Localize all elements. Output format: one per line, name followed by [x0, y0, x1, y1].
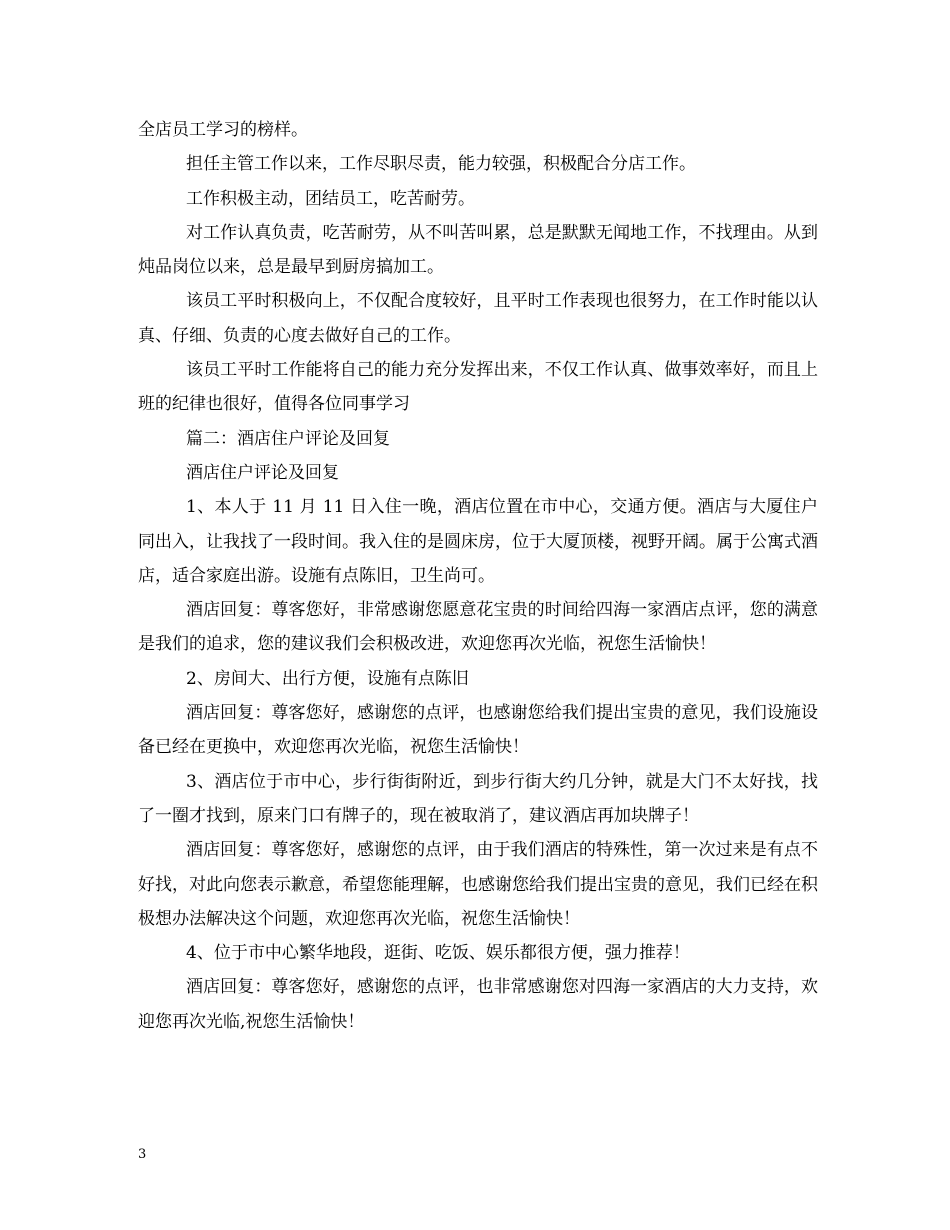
reply-1: 酒店回复：尊客您好，非常感谢您愿意花宝贵的时间给四海一家酒店点评，您的满意是我们的追求，您的建议我们会积极改进，欢迎您再次光临，祝您生活愉快！	[138, 600, 818, 655]
section-heading: 篇二：酒店住户评论及回复	[186, 428, 390, 449]
review-1: 1、本人于 11 月 11 日入住一晚，酒店位置在市中心，交通方便。酒店与大厦住户同出入，让我找了一段时间。我入住的是圆床房，位于大厦顶楼，视野开阔。属于公寓式酒店，适合家庭出游。设施有点陈旧，卫生尚可。	[138, 497, 818, 586]
review-3: 3、酒店位于市中心，步行街街附近，到步行街大约几分钟，就是大门不太好找，找了一圈才找到，原来门口有牌子的，现在被取消了，建议酒店再加块牌子！	[138, 771, 818, 826]
document-body	[138, 113, 818, 1039]
reply-2: 酒店回复：尊客您好，感谢您的点评，也感谢您给我们提出宝贵的意见，我们设施设备已经在更换中，欢迎您再次光临，祝您生活愉快！	[138, 703, 818, 758]
paragraph-2: 担任主管工作以来，工作尽职尽责，能力较强，积极配合分店工作。	[186, 154, 696, 175]
paragraph-5: 该员工平时积极向上，不仅配合度较好，且平时工作表现也很努力，在工作时能以认真、仔细、负责的心度去做好自己的工作。	[138, 291, 818, 346]
review-4: 4、位于市中心繁华地段，逛街、吃饭、娱乐都很方便，强力推荐！	[186, 943, 690, 964]
page-number: 3	[138, 1147, 147, 1162]
section-title: 酒店住户评论及回复	[186, 462, 339, 483]
paragraph-6: 该员工平时工作能将自己的能力充分发挥出来，不仅工作认真、做事效率好，而且上班的纪律也很好，值得各位同事学习	[138, 360, 818, 415]
reply-4: 酒店回复：尊客您好，感谢您的点评，也非常感谢您对四海一家酒店的大力支持，欢迎您再次光临,祝您生活愉快！	[138, 977, 818, 1032]
paragraph-1: 全店员工学习的榜样。	[138, 120, 308, 140]
paragraph-4: 对工作认真负责，吃苦耐劳，从不叫苦叫累，总是默默无闻地工作，不找理由。从到炖品岗位以来，总是最早到厨房搞加工。	[138, 222, 818, 278]
reply-3: 酒店回复：尊客您好，感谢您的点评，由于我们酒店的特殊性，第一次过来是有点不好找，对此向您表示歉意，希望您能理解，也感谢您给我们提出宝贵的意见，我们已经在积极想办法解决这个问题，欢迎您再次光临，祝您生活愉快！	[138, 840, 818, 929]
review-2: 2、房间大、出行方便，设施有点陈旧	[186, 668, 469, 689]
paragraph-3: 工作积极主动，团结员工，吃苦耐劳。	[186, 188, 475, 209]
